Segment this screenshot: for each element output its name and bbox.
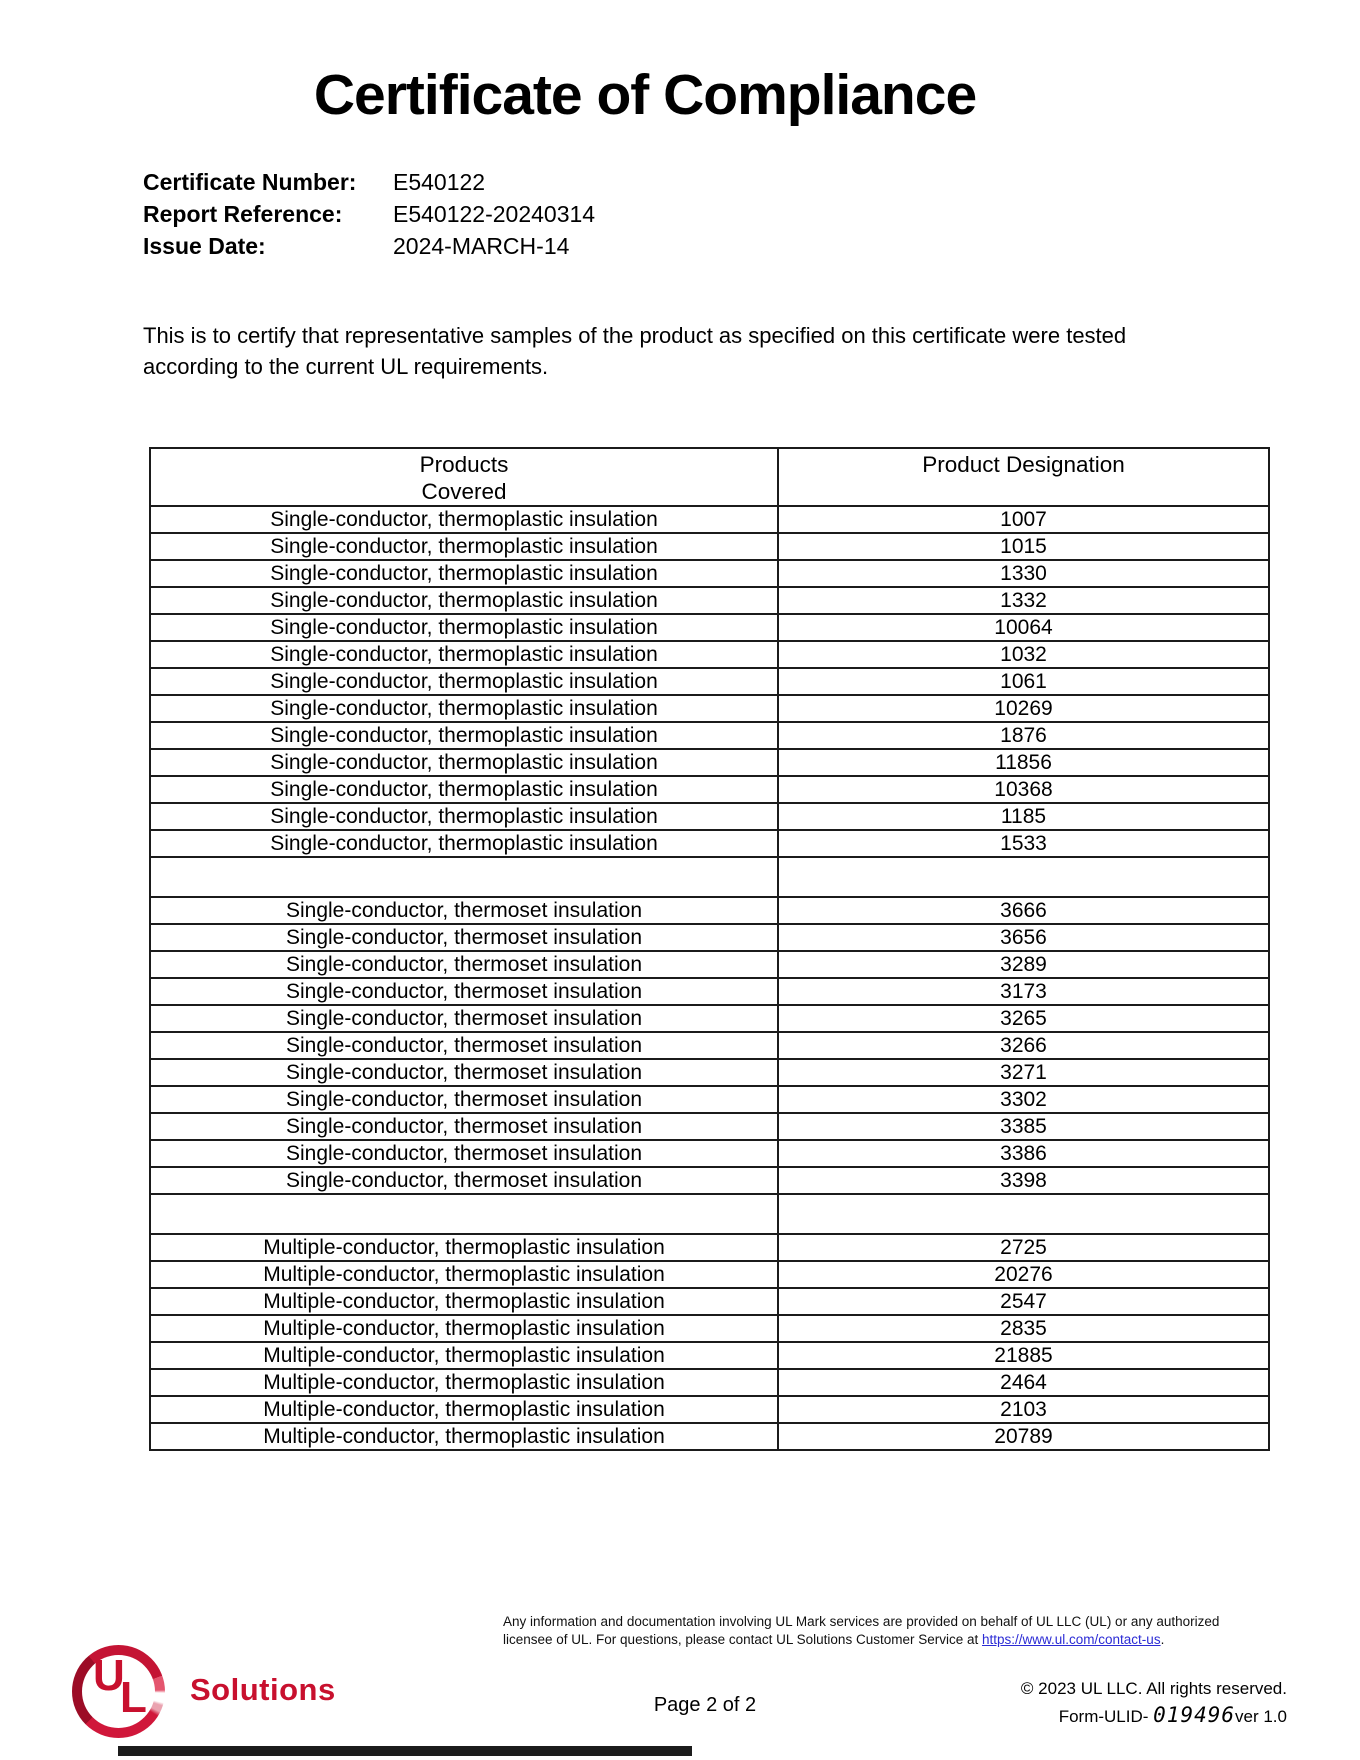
product-covered-cell: Single-conductor, thermoset insulation: [150, 1167, 778, 1194]
disclaimer-line2: licensee of UL. For questions, please contact UL Solutions Customer Service at: [503, 1631, 982, 1647]
certificate-number-value: E540122: [393, 169, 486, 195]
product-covered-cell: Multiple-conductor, thermoplastic insulation: [150, 1315, 778, 1342]
product-designation-cell: 2725: [778, 1234, 1269, 1261]
table-row: [150, 1261, 1269, 1288]
table-row: [150, 695, 1269, 722]
product-designation-cell: 1032: [778, 641, 1269, 668]
product-designation-cell: 1007: [778, 506, 1269, 533]
certification-statement: [143, 320, 1126, 382]
table-row: [150, 924, 1269, 951]
footer-disclaimer: [503, 1613, 1293, 1648]
table-row: [150, 1113, 1269, 1140]
table-row: [150, 560, 1269, 587]
disclaimer-line1: Any information and documentation involving UL Mark services are provided on behalf of UL LLC (UL) or any authorized: [503, 1614, 1220, 1629]
table-row: [150, 668, 1269, 695]
ul-logo-letter-u: U: [93, 1651, 125, 1700]
table-row: [150, 749, 1269, 776]
bottom-edge-strip: [118, 1746, 692, 1756]
product-covered-cell: Single-conductor, thermoplastic insulation: [150, 560, 778, 587]
product-covered-cell: Single-conductor, thermoplastic insulation: [150, 587, 778, 614]
meta-row-issue-date: [143, 230, 595, 262]
form-id-line: [1021, 1702, 1287, 1730]
product-covered-cell: Single-conductor, thermoplastic insulation: [150, 506, 778, 533]
meta-row-report-reference: [143, 198, 595, 230]
product-covered-cell: Single-conductor, thermoplastic insulation: [150, 533, 778, 560]
table-row: [150, 1234, 1269, 1261]
table-row: [150, 1194, 1269, 1234]
products-table-body: [150, 506, 1269, 1450]
product-covered-cell: Single-conductor, thermoset insulation: [150, 951, 778, 978]
product-designation-cell: 3302: [778, 1086, 1269, 1113]
table-row: [150, 1315, 1269, 1342]
product-designation-cell: 1330: [778, 560, 1269, 587]
table-row: [150, 1167, 1269, 1194]
product-covered-cell: Single-conductor, thermoset insulation: [150, 1113, 778, 1140]
table-row: [150, 641, 1269, 668]
product-designation-cell: 2547: [778, 1288, 1269, 1315]
table-row: [150, 1005, 1269, 1032]
product-covered-cell: Single-conductor, thermoset insulation: [150, 1005, 778, 1032]
ul-logo-letter-l: L: [120, 1673, 147, 1722]
product-designation-cell: 3666: [778, 897, 1269, 924]
product-designation-cell: 2835: [778, 1315, 1269, 1342]
product-designation-cell: 20789: [778, 1423, 1269, 1450]
table-row: [150, 978, 1269, 1005]
product-designation-cell: 1185: [778, 803, 1269, 830]
issue-date-label: Issue Date:: [143, 233, 266, 259]
product-covered-cell: Single-conductor, thermoplastic insulation: [150, 695, 778, 722]
product-covered-cell: Single-conductor, thermoset insulation: [150, 924, 778, 951]
product-covered-cell: Multiple-conductor, thermoplastic insulation: [150, 1288, 778, 1315]
product-designation-cell: 3398: [778, 1167, 1269, 1194]
product-covered-cell: [150, 1194, 778, 1234]
product-designation-cell: 1061: [778, 668, 1269, 695]
product-designation-cell: 1533: [778, 830, 1269, 857]
table-row: [150, 951, 1269, 978]
product-covered-cell: Single-conductor, thermoplastic insulation: [150, 641, 778, 668]
product-covered-cell: Single-conductor, thermoplastic insulation: [150, 722, 778, 749]
table-row: [150, 1423, 1269, 1450]
table-row: [150, 722, 1269, 749]
ul-solutions-logo: [72, 1645, 165, 1738]
table-row: [150, 776, 1269, 803]
product-designation-cell: 10269: [778, 695, 1269, 722]
product-designation-cell: 10368: [778, 776, 1269, 803]
product-designation-cell: 3271: [778, 1059, 1269, 1086]
product-covered-cell: Single-conductor, thermoplastic insulation: [150, 776, 778, 803]
table-row: [150, 533, 1269, 560]
table-row: [150, 1396, 1269, 1423]
issue-date-value: 2024-MARCH-14: [393, 233, 570, 259]
product-designation-cell: 3385: [778, 1113, 1269, 1140]
certificate-number-label: Certificate Number:: [143, 169, 357, 195]
report-reference-label: Report Reference:: [143, 201, 343, 227]
product-covered-cell: Single-conductor, thermoset insulation: [150, 1086, 778, 1113]
table-row: [150, 587, 1269, 614]
product-covered-cell: Single-conductor, thermoplastic insulation: [150, 749, 778, 776]
product-covered-cell: Multiple-conductor, thermoplastic insulation: [150, 1261, 778, 1288]
product-designation-cell: 20276: [778, 1261, 1269, 1288]
table-row: [150, 1342, 1269, 1369]
product-covered-cell: Multiple-conductor, thermoplastic insulation: [150, 1369, 778, 1396]
product-covered-cell: Single-conductor, thermoset insulation: [150, 897, 778, 924]
product-designation-cell: 1015: [778, 533, 1269, 560]
table-row: [150, 1032, 1269, 1059]
product-covered-cell: Single-conductor, thermoplastic insulation: [150, 614, 778, 641]
product-designation-cell: 11856: [778, 749, 1269, 776]
meta-row-certificate-number: [143, 166, 595, 198]
table-row: [150, 614, 1269, 641]
product-designation-cell: 2464: [778, 1369, 1269, 1396]
product-covered-cell: Multiple-conductor, thermoplastic insulation: [150, 1396, 778, 1423]
copyright-block: [1021, 1676, 1287, 1730]
form-id-prefix: Form-ULID-: [1058, 1707, 1149, 1726]
product-covered-cell: [150, 857, 778, 897]
product-designation-cell: 3265: [778, 1005, 1269, 1032]
product-designation-cell: 3266: [778, 1032, 1269, 1059]
product-designation-cell: 3386: [778, 1140, 1269, 1167]
product-designation-cell: [778, 1194, 1269, 1234]
table-row: [150, 1288, 1269, 1315]
product-covered-cell: Single-conductor, thermoplastic insulation: [150, 803, 778, 830]
product-covered-cell: Single-conductor, thermoset insulation: [150, 1140, 778, 1167]
product-designation-cell: 1876: [778, 722, 1269, 749]
product-covered-cell: Single-conductor, thermoset insulation: [150, 1032, 778, 1059]
table-row: [150, 897, 1269, 924]
product-covered-cell: Multiple-conductor, thermoplastic insulation: [150, 1342, 778, 1369]
product-designation-cell: 2103: [778, 1396, 1269, 1423]
product-designation-cell: 3656: [778, 924, 1269, 951]
product-covered-cell: Single-conductor, thermoplastic insulation: [150, 668, 778, 695]
table-header-row: [150, 448, 1269, 506]
table-row: [150, 1086, 1269, 1113]
products-covered-header: [150, 448, 778, 506]
product-designation-cell: 1332: [778, 587, 1269, 614]
certification-statement-line2: according to the current UL requirements.: [143, 354, 549, 379]
product-covered-cell: Single-conductor, thermoset insulation: [150, 978, 778, 1005]
table-row: [150, 830, 1269, 857]
contact-us-link[interactable]: https://www.ul.com/contact-us: [982, 1631, 1161, 1647]
certification-statement-line1: This is to certify that representative samples of the product as specified on this certificate were tested: [143, 323, 1127, 348]
table-row: [150, 857, 1269, 897]
page-number: Page 2 of 2: [653, 1694, 757, 1716]
products-covered-header-line2: Covered: [421, 479, 507, 504]
meta-block: [143, 166, 595, 262]
table-row: [150, 803, 1269, 830]
product-covered-cell: Multiple-conductor, thermoplastic insulation: [150, 1423, 778, 1450]
product-designation-cell: 10064: [778, 614, 1269, 641]
page-title: Certificate of Compliance: [313, 63, 977, 127]
products-table: [149, 447, 1270, 1451]
product-designation-cell: [778, 857, 1269, 897]
table-row: [150, 506, 1269, 533]
product-designation-cell: 21885: [778, 1342, 1269, 1369]
products-covered-header-line1: Products: [419, 452, 509, 477]
copyright-line: © 2023 UL LLC. All rights reserved.: [1020, 1679, 1287, 1698]
product-designation-cell: 3289: [778, 951, 1269, 978]
report-reference-value: E540122-20240314: [393, 201, 596, 227]
table-row: [150, 1059, 1269, 1086]
product-covered-cell: Single-conductor, thermoset insulation: [150, 1059, 778, 1086]
product-covered-cell: Single-conductor, thermoplastic insulation: [150, 830, 778, 857]
table-row: [150, 1140, 1269, 1167]
product-designation-header: Product Designation: [778, 448, 1269, 506]
table-row: [150, 1369, 1269, 1396]
form-id-handwritten-number: 019496: [1153, 1703, 1236, 1727]
product-covered-cell: Multiple-conductor, thermoplastic insulation: [150, 1234, 778, 1261]
disclaimer-period: .: [1160, 1631, 1165, 1647]
form-id-suffix: ver 1.0: [1235, 1707, 1287, 1726]
ul-solutions-wordmark: Solutions: [190, 1672, 336, 1707]
product-designation-cell: 3173: [778, 978, 1269, 1005]
